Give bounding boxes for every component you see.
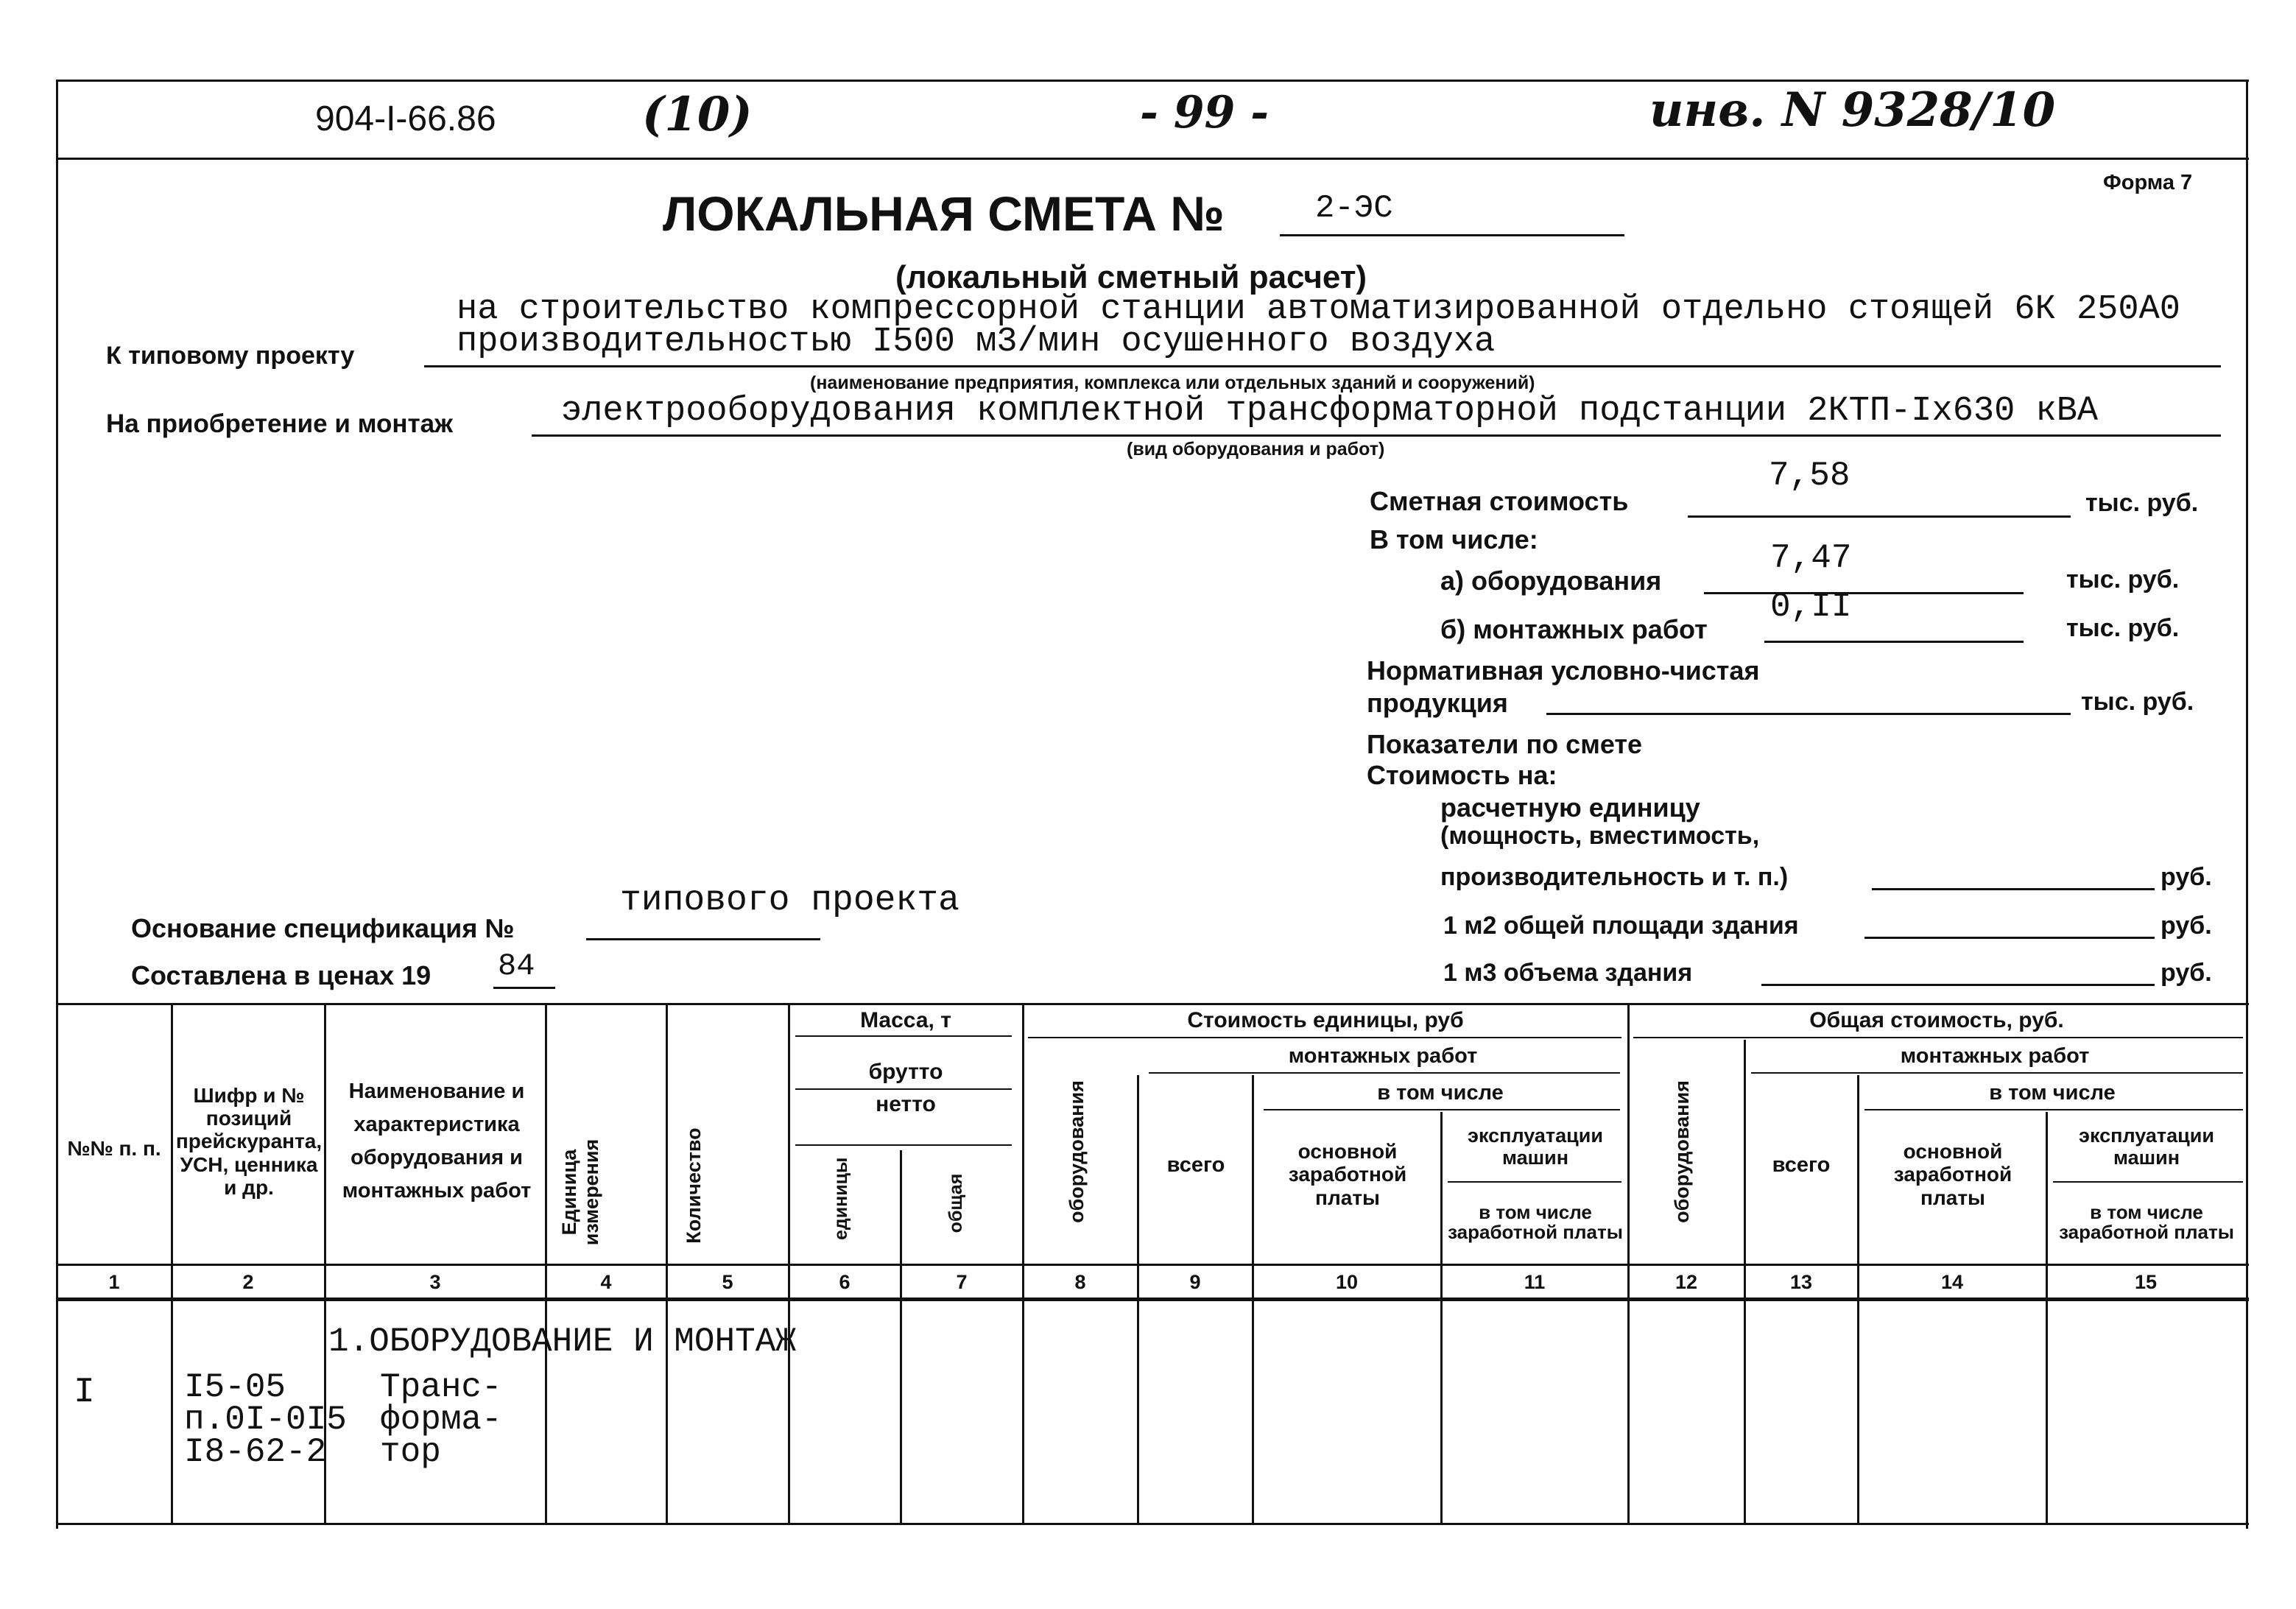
col6-header: единицы [831,1157,851,1240]
calc-unit-rub: руб. [2161,863,2212,891]
indicators-label: Показатели по смете [1367,729,1643,759]
total-install-line [1751,1072,2243,1074]
frame-right [2246,80,2248,1529]
per-m3-label: 1 м3 объема здания [1443,959,1693,987]
row-code [184,1368,347,1471]
col13-header: всего [1772,1152,1831,1177]
unit-install-header: монтажных работ [1288,1043,1478,1068]
row-code-line-1: I5-05 [184,1368,286,1406]
row-name [380,1368,502,1471]
colnum-10: 10 [1335,1270,1359,1293]
col2-header: Шифр и № позиций прейскуранта, УСН, ценника и др. [175,1083,323,1200]
total-cost-header: Общая стоимость, руб. [1809,1008,2064,1033]
vline-5 [788,1003,790,1524]
prices-year: 84 [498,948,535,984]
colnum-14: 14 [1940,1270,1964,1293]
total-install-header: монтажных работ [1900,1043,2090,1068]
form-label: Форма 7 [2103,171,2193,194]
cost-incl-label: В том числе: [1370,524,1538,554]
cost-equipment-value: 7,47 [1770,539,1852,577]
vline-1 [171,1003,173,1524]
cost-total-label: Сметная стоимость [1370,486,1629,516]
project-label: К типовому проекту [106,342,355,370]
per-m3-rub: руб. [2161,959,2212,987]
vline-8 [1137,1075,1139,1524]
section-title: 1.ОБОРУДОВАНИЕ И МОНТАЖ [328,1323,796,1361]
calc-unit-label-2: (мощность, вместимость, [1440,822,1760,850]
vline-7 [1022,1003,1024,1524]
col15-top-header: эксплуатации машин [2079,1124,2214,1169]
vline-6 [900,1150,902,1524]
project-caption: (наименование предприятия, комплекса или отдельных зданий и сооружений) [810,373,1535,393]
row-name-line-3: тор [380,1433,441,1471]
mass-header: Масса, т [860,1008,951,1033]
table-colnum-line [56,1298,2249,1301]
cost-total-value: 7,58 [1769,457,1850,495]
header-band-line [56,158,2249,160]
cost-install-value: 0,II [1770,588,1852,626]
document-subtitle: (локальный сметный расчет) [895,259,1367,295]
colnum-7: 7 [956,1270,968,1293]
colnum-2: 2 [242,1270,254,1293]
vline-13 [1857,1075,1859,1524]
project-line-1: на строительство компрессорной станции автоматизированной отдельно стоящей 6К 250А0 [457,290,2180,329]
prices-label: Составлена в ценах 19 [131,960,432,990]
colnum-1: 1 [108,1270,120,1293]
cost-equipment-label: а) оборудования [1440,566,1662,596]
table-top-line [56,1003,2249,1005]
vline-11 [1627,1003,1630,1524]
acquisition-label: На приобретение и монтаж [106,409,453,438]
doc-code: 904-I-66.86 [315,99,496,138]
colnum-11: 11 [1524,1270,1546,1293]
unitcost-install-line [1149,1072,1620,1074]
vline-9 [1252,1075,1254,1524]
cost-total-unit: тыс. руб. [2085,489,2199,517]
colnum-4: 4 [600,1270,612,1293]
total-incl-line [1864,1109,2243,1110]
estimate-number: 2-ЭС [1315,190,1393,227]
col1-header: №№ п. п. [67,1137,161,1161]
col9-header: всего [1166,1152,1225,1177]
document-title: ЛОКАЛЬНАЯ СМЕТА № [663,186,1225,241]
col5-header: Количество [683,1127,705,1244]
table-header-bottom-line [56,1264,2249,1266]
colnum-12: 12 [1675,1270,1698,1293]
col8-header: оборудования [1066,1080,1088,1223]
row-name-line-1: Транс- [380,1368,502,1406]
table-bottom-line [56,1523,2249,1525]
cost-install-unit: тыс. руб. [2066,614,2180,642]
brutto-header: брутто [868,1060,943,1085]
colnum-13: 13 [1789,1270,1813,1293]
col15-bottom-header: в том числе заработной платы [2059,1200,2234,1243]
calc-unit-line [1872,860,2155,890]
mass-sub-line [795,1035,1012,1037]
cost-on-label: Стоимость на: [1367,760,1557,790]
acquisition-value: электрооборудования комплектной трансформаторной подстанции 2КТП-Iх630 кВА [561,392,2099,431]
colnum-15: 15 [2134,1270,2158,1293]
vline-3 [545,1003,547,1524]
unitcost-sub-line [1028,1037,1621,1038]
netto-line [795,1144,1012,1146]
total-sub-line [1633,1037,2243,1038]
frame-left [56,80,58,1529]
row-number: I [74,1373,95,1412]
row-code-line-3: I8-62-2 [184,1433,327,1471]
unit-cost-header: Стоимость единицы, руб [1187,1008,1464,1033]
frame-top [56,80,2249,82]
per-m2-label: 1 м2 общей площади здания [1443,912,1799,940]
col14-header: основной заработной платы [1893,1139,2012,1209]
cost-equipment-line [1704,561,2024,594]
vline-12 [1744,1040,1746,1524]
colnum-8: 8 [1074,1270,1086,1293]
row-code-line-2: п.0I-0I5 [184,1401,347,1439]
acquisition-caption: (вид оборудования и работ) [1127,439,1385,460]
cost-total-line [1688,485,2071,518]
per-m2-rub: руб. [2161,912,2212,940]
col11-bottom-header: в том числе заработной платы [1448,1200,1623,1243]
basis-label: Основание спецификация № [131,913,515,943]
calc-unit-label-3: производительность и т. п.) [1440,863,1789,891]
unit-incl-header: в том числе [1377,1080,1504,1105]
inventory-number: инв. N 9328/10 [1649,82,2056,138]
colnum-6: 6 [839,1270,851,1293]
basis-value: типового проекта [620,881,959,920]
page-number: - 99 - [1140,87,1270,138]
per-m3-line [1761,957,2155,986]
col4-header: Единица измерения [558,1138,602,1246]
normative-label-1: Нормативная условно-чистая [1367,655,1760,686]
cost-install-label: б) монтажных работ [1440,614,1708,644]
normative-line [1546,685,2071,715]
unitcost-incl-line [1264,1109,1620,1110]
vline-14 [2046,1112,2048,1524]
colnum-9: 9 [1189,1270,1201,1293]
vline-4 [666,1003,668,1524]
per-m2-line [1864,910,2155,939]
calc-unit-label-1: расчетную единицу [1440,792,1700,823]
vline-10 [1440,1112,1443,1524]
colnum-5: 5 [722,1270,733,1293]
col12-header: оборудования [1671,1080,1693,1223]
album-number: (10) [642,87,753,142]
col3-header: Наименование и характеристика оборудования и монтажных работ [342,1080,532,1203]
total-incl-header: в том числе [1989,1080,2116,1105]
normative-unit: тыс. руб. [2081,688,2194,716]
project-line-2: производительностью I500 м3/мин осушенного воздуха [457,323,1496,362]
col10-header: основной заработной платы [1288,1139,1407,1209]
normative-label-2: продукция [1367,688,1508,718]
colnum-3: 3 [429,1270,441,1293]
row-name-line-2: форма- [380,1401,502,1439]
netto-header: нетто [876,1092,936,1117]
cost-equipment-unit: тыс. руб. [2066,566,2180,594]
col7-header: общая [945,1173,966,1233]
col11-top-header: эксплуатации машин [1468,1124,1603,1169]
